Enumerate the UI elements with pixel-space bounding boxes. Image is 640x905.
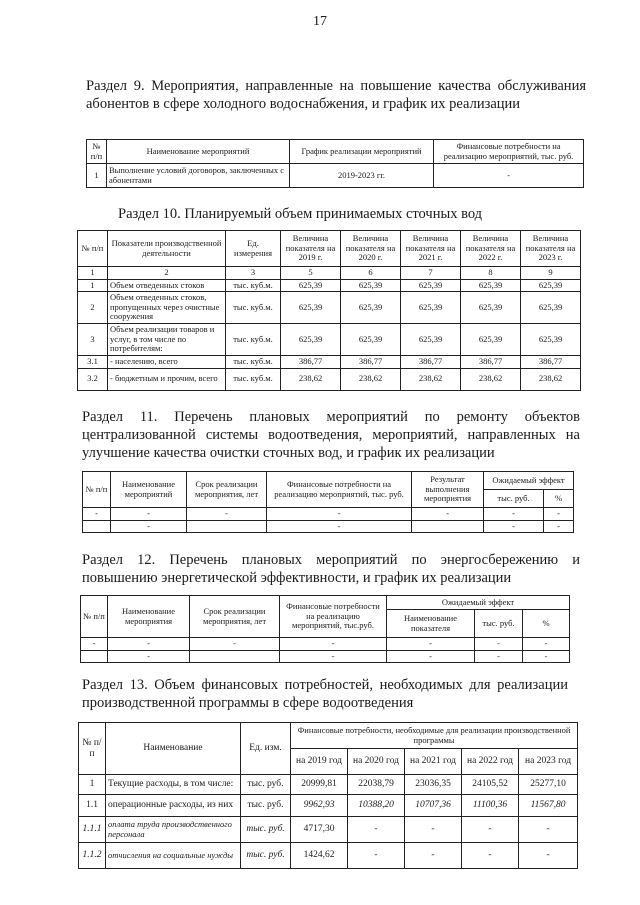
table-cell: тыс. куб.м. (226, 279, 281, 292)
year-header: на 2021 год (405, 749, 462, 775)
header-cell: № п/п (83, 472, 111, 508)
table-row (78, 368, 581, 390)
table-cell: 625,39 (341, 324, 401, 356)
table-cell: 23036,35 (405, 775, 462, 795)
table-cell: тыс. руб. (241, 795, 291, 817)
table-cell: 625,39 (521, 292, 581, 324)
table-cell (190, 650, 280, 663)
table-cell: тыс. куб.м. (226, 292, 281, 324)
table-cell: - (111, 508, 187, 521)
table-cell: 1 (87, 164, 107, 188)
column-number: 8 (461, 267, 521, 280)
table-cell: 625,39 (281, 279, 341, 292)
table-cell: - (519, 817, 578, 843)
table-cell: 625,39 (461, 324, 521, 356)
table-cell: тыс. куб.м. (226, 324, 281, 356)
header-cell: % (544, 490, 574, 508)
table-cell: 3.1 (78, 356, 108, 369)
header-cell: Финансовые потребности на реализацию мероприятий, тыс. руб. (267, 472, 412, 508)
table-cell: - (111, 520, 187, 533)
header-cell: Наименование мероприятия (108, 596, 190, 638)
header-cell: Ожидаемый эффект (484, 472, 574, 490)
table-cell (412, 520, 484, 533)
year-header: на 2022 год (462, 749, 519, 775)
header-cell: Величина показателя на 2023 г. (521, 231, 581, 267)
column-number: 3 (226, 267, 281, 280)
table-cell: 625,39 (401, 292, 461, 324)
header-cell: Наименование показателя (387, 610, 475, 638)
table-cell: 625,39 (461, 292, 521, 324)
table-cell: Текущие расходы, в том числе: (106, 775, 241, 795)
table-cell: - (475, 638, 523, 651)
header-cell: № п/п (78, 231, 108, 267)
table-row (79, 775, 578, 795)
table-cell: тыс. руб. (241, 775, 291, 795)
table-cell: 625,39 (521, 324, 581, 356)
table-cell: 1 (78, 279, 108, 292)
table-cell: 11100,36 (462, 795, 519, 817)
table-header-row (79, 723, 578, 749)
table-cell: 238,62 (461, 368, 521, 390)
year-header: на 2020 год (348, 749, 405, 775)
header-cell: № п/п (79, 723, 106, 775)
header-cell: Срок реализации мероприятия, лет (190, 596, 280, 638)
table-row (78, 279, 581, 292)
section-11-table (82, 471, 574, 533)
table-cell: - (405, 817, 462, 843)
header-cell: Ед. изм. (241, 723, 291, 775)
table-cell: - бюджетным и прочим, всего (108, 368, 226, 390)
header-cell: Результат выполнения мероприятия (412, 472, 484, 508)
header-cell: Финансовые потребности, необходимые для реализации производственной программы (291, 723, 578, 749)
table-row (81, 650, 570, 663)
column-number: 5 (281, 267, 341, 280)
year-header: на 2019 год (291, 749, 348, 775)
section-13-table (78, 722, 578, 869)
table-cell: 1424,62 (291, 843, 348, 869)
table-cell: - (267, 520, 412, 533)
table-cell: 22038,79 (348, 775, 405, 795)
section-10-table (77, 230, 581, 391)
table-cell: 1.1 (79, 795, 106, 817)
table-cell: - (523, 650, 570, 663)
table-cell: 238,62 (521, 368, 581, 390)
table-header-row (78, 231, 581, 267)
table-cell: 4717,30 (291, 817, 348, 843)
section-9-heading: Раздел 9. Мероприятия, направленные на повышение качества обслуживания абонентов в сфере холодного водоснабжения, и график их реализации (86, 78, 586, 112)
table-cell: 9962,93 (291, 795, 348, 817)
header-cell: Величина показателя на 2020 г. (341, 231, 401, 267)
table-cell: тыс. куб.м. (226, 368, 281, 390)
table-cell: - (484, 508, 544, 521)
table-cell: 625,39 (401, 324, 461, 356)
table-cell: 1 (79, 775, 106, 795)
header-cell: % (523, 610, 570, 638)
table-cell: - (280, 638, 387, 651)
header-cell: № п/п (81, 596, 108, 638)
table-cell: 386,77 (281, 356, 341, 369)
column-numbers-row (78, 267, 581, 280)
table-cell: 386,77 (521, 356, 581, 369)
table-cell: отчисления на социальные нужды (106, 843, 241, 869)
table-cell: - (544, 520, 574, 533)
section-12-table (80, 595, 570, 663)
table-cell: - (412, 508, 484, 521)
table-cell: 386,77 (341, 356, 401, 369)
table-cell: - (348, 817, 405, 843)
table-cell: - (405, 843, 462, 869)
header-cell: Наименование мероприятий (111, 472, 187, 508)
section-11-heading: Раздел 11. Перечень плановых мероприятий по ремонту объектов централизованной системы водоотведения, мероприятий, направленных на улучшение качества очистки сточных вод, и график их реализации (82, 409, 580, 461)
header-cell: Величина показателя на 2021 г. (401, 231, 461, 267)
table-cell: 625,39 (401, 279, 461, 292)
table-cell: 3 (78, 324, 108, 356)
table-cell: - (81, 638, 108, 651)
table-cell: 625,39 (281, 292, 341, 324)
header-cell: тыс. руб. (475, 610, 523, 638)
table-cell: 2 (78, 292, 108, 324)
table-cell: операционные расходы, из них (106, 795, 241, 817)
table-cell: оплата труда производственного персонала (106, 817, 241, 843)
header-cell: Показатели производственной деятельности (108, 231, 226, 267)
table-cell: 386,77 (461, 356, 521, 369)
header-cell: тыс. руб. (484, 490, 544, 508)
table-cell: 625,39 (281, 324, 341, 356)
table-cell: - (108, 650, 190, 663)
table-cell: - (83, 508, 111, 521)
table-row (83, 508, 574, 521)
table-row (87, 164, 584, 188)
table-cell: - (462, 817, 519, 843)
table-cell: тыс. руб. (241, 817, 291, 843)
section-13-heading: Раздел 13. Объем финансовых потребностей, необходимых для реализации производственной программы в сфере водоотведения (82, 677, 568, 711)
table-cell: 25277,10 (519, 775, 578, 795)
table-row (79, 817, 578, 843)
table-cell: - (387, 638, 475, 651)
table-cell: - (484, 520, 544, 533)
table-cell: - (267, 508, 412, 521)
table-row (83, 520, 574, 533)
header-cell: Величина показателя на 2022 г. (461, 231, 521, 267)
table-cell: - (519, 843, 578, 869)
header-cell: Ожидаемый эффект (387, 596, 570, 610)
table-cell: - (523, 638, 570, 651)
table-cell: 386,77 (401, 356, 461, 369)
table-cell: 10707,36 (405, 795, 462, 817)
table-cell: - (544, 508, 574, 521)
table-cell: 11567,80 (519, 795, 578, 817)
table-cell: 238,62 (281, 368, 341, 390)
header-cell: Наименование мероприятий (107, 140, 290, 164)
table-cell: тыс. куб.м. (226, 356, 281, 369)
table-cell (81, 650, 108, 663)
section-12-heading: Раздел 12. Перечень плановых мероприятий по энергосбережению и повышению энергетической эффективности, и график их реализации (82, 552, 580, 586)
table-cell: Объем отведенных стоков (108, 279, 226, 292)
header-cell: Ед. измерения (226, 231, 281, 267)
header-cell: № п/п (87, 140, 107, 164)
table-header-row (83, 472, 574, 490)
table-cell: - (187, 508, 267, 521)
header-cell: Финансовые потребности на реализацию мероприятий, тыс. руб. (434, 140, 584, 164)
table-cell: - (108, 638, 190, 651)
section-10-heading: Раздел 10. Планируемый объем принимаемых сточных вод (118, 206, 483, 222)
table-cell: - (348, 843, 405, 869)
table-cell: 10388,20 (348, 795, 405, 817)
column-number: 7 (401, 267, 461, 280)
table-cell: 625,39 (341, 292, 401, 324)
table-cell (187, 520, 267, 533)
table-cell: - (434, 164, 584, 188)
table-row (79, 795, 578, 817)
table-cell: тыс. руб. (241, 843, 291, 869)
table-cell: 625,39 (521, 279, 581, 292)
table-row (78, 292, 581, 324)
table-header-row (81, 596, 570, 610)
table-row (81, 638, 570, 651)
table-cell: 20999,81 (291, 775, 348, 795)
column-number: 6 (341, 267, 401, 280)
table-cell: - населению, всего (108, 356, 226, 369)
table-cell (83, 520, 111, 533)
table-cell: 3.2 (78, 368, 108, 390)
table-cell: 1.1.1 (79, 817, 106, 843)
table-cell: Объем отведенных стоков, пропущенных через очистные сооружения (108, 292, 226, 324)
table-cell: 238,62 (341, 368, 401, 390)
header-cell: График реализации мероприятий (290, 140, 434, 164)
header-cell: Срок реализации мероприятия, лет (187, 472, 267, 508)
table-cell: - (462, 843, 519, 869)
column-number: 9 (521, 267, 581, 280)
table-cell: 238,62 (401, 368, 461, 390)
table-cell: - (387, 650, 475, 663)
table-row (78, 356, 581, 369)
table-cell: - (190, 638, 280, 651)
page-number: 17 (313, 14, 327, 29)
table-cell: - (280, 650, 387, 663)
table-cell: - (475, 650, 523, 663)
table-cell: 625,39 (341, 279, 401, 292)
header-cell: Величина показателя на 2019 г. (281, 231, 341, 267)
table-row (78, 324, 581, 356)
table-cell: Объем реализации товаров и услуг, в том числе по потребителям: (108, 324, 226, 356)
table-cell: 24105,52 (462, 775, 519, 795)
header-cell: Финансовые потребности на реализацию мероприятий, тыс.руб. (280, 596, 387, 638)
year-header: на 2023 год (519, 749, 578, 775)
table-cell: Выполнение условий договоров, заключенных с абонентами (107, 164, 290, 188)
section-9-table (86, 139, 584, 188)
column-number: 2 (108, 267, 226, 280)
table-cell: 625,39 (461, 279, 521, 292)
header-cell: Наименование (106, 723, 241, 775)
table-cell: 2019-2023 гг. (290, 164, 434, 188)
table-header-row (87, 140, 584, 164)
column-number: 1 (78, 267, 108, 280)
table-cell: 1.1.2 (79, 843, 106, 869)
table-row (79, 843, 578, 869)
